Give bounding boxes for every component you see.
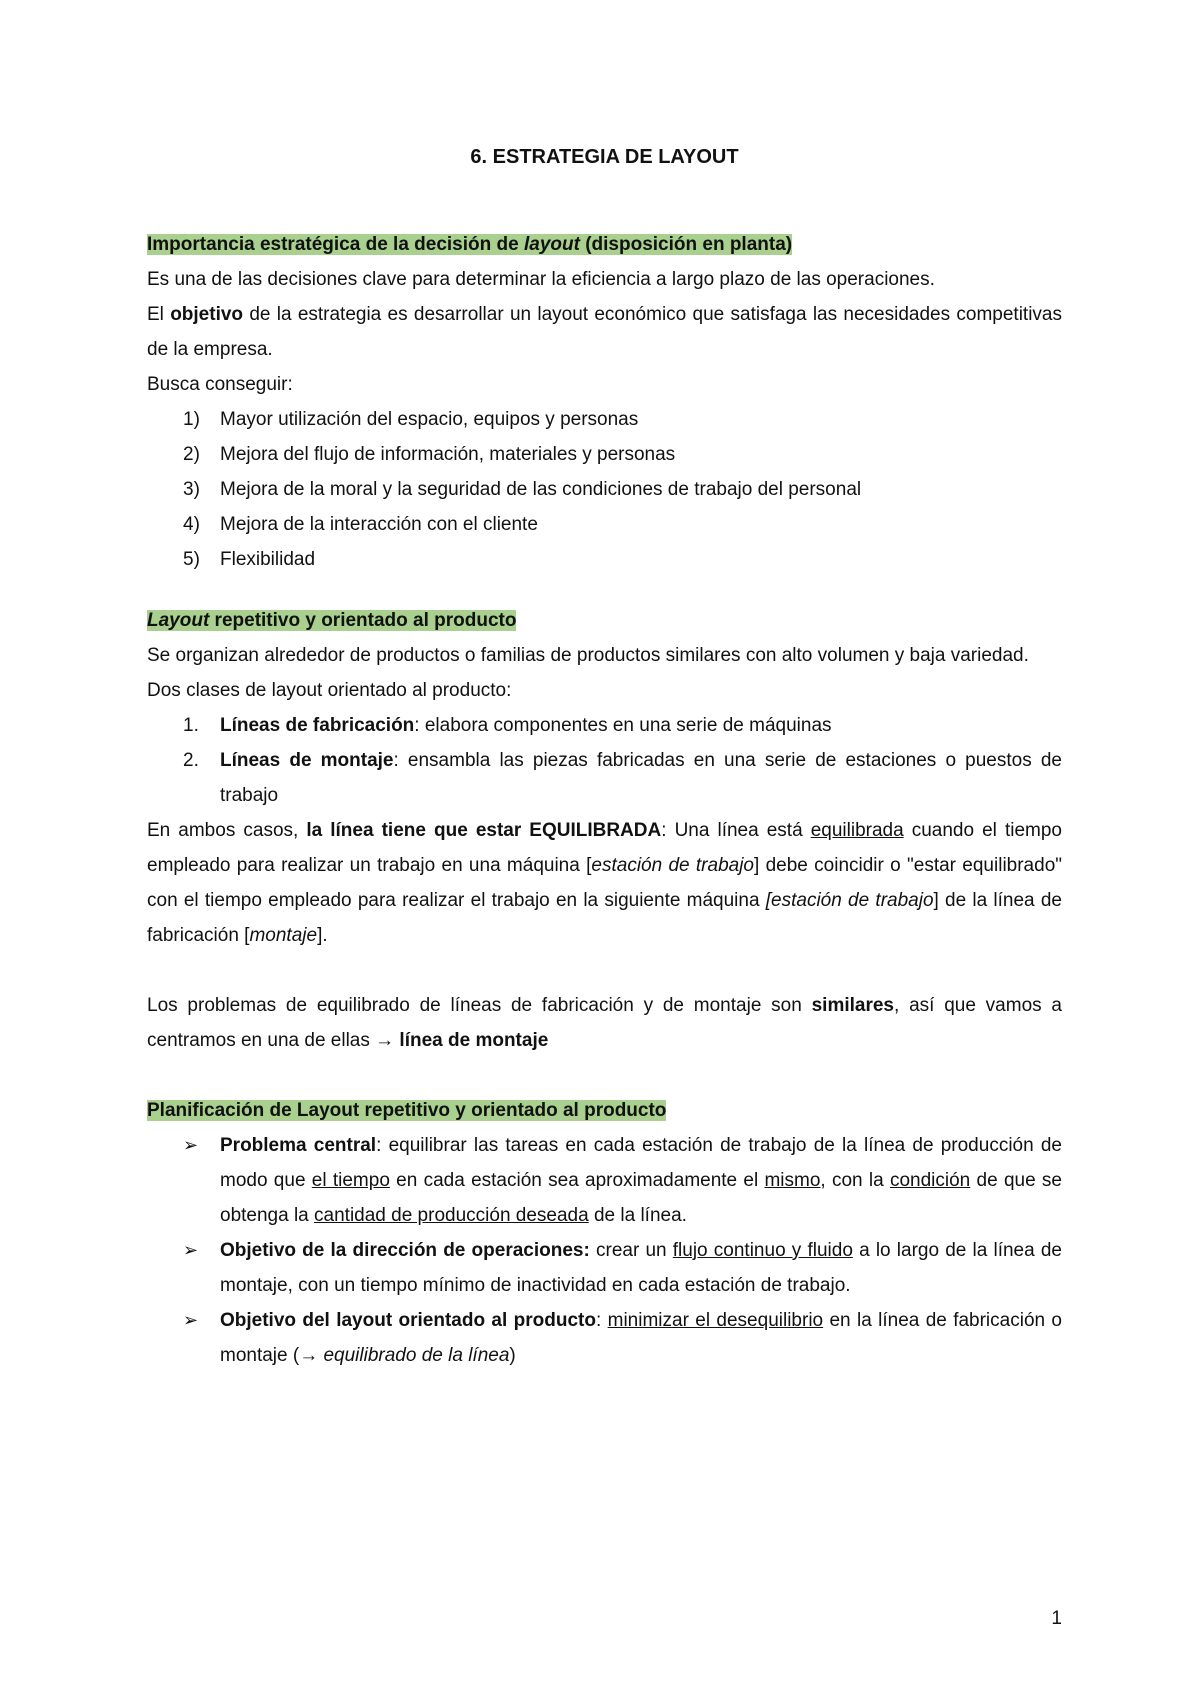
list-item: 2) Mejora del flujo de información, materiales y personas bbox=[183, 444, 676, 465]
paragraph: Se organizan alrededor de productos o familias de productos similares con alto volumen y baja variedad. bbox=[147, 645, 1029, 666]
list-item: 2. Líneas de montaje: ensambla las piezas fabricadas en una serie de estaciones o puestos de trabajo bbox=[183, 750, 1062, 806]
section-importancia bbox=[147, 227, 1062, 577]
page-content bbox=[147, 140, 1062, 1373]
list-item: ➢ Objetivo de la dirección de operaciones: crear un flujo continuo y fluido a lo largo de la línea de montaje, con un tiempo mínimo de inactividad en cada estación de trabajo. bbox=[147, 1233, 1062, 1303]
paragraph: Dos clases de layout orientado al producto: bbox=[147, 680, 512, 701]
paragraph: En ambos casos, la línea tiene que estar EQUILIBRADA: Una línea está equilibrada cuando el tiempo empleado para realizar un trabajo en una máquina [estación de trabajo] debe coincidir o "estar equilibrado" con el tiempo empleado para realizar el trabajo en la siguiente máquina [estación de trabajo] de la línea de fabricación [montaje]. bbox=[147, 820, 1063, 946]
goals-list bbox=[147, 402, 1062, 577]
list-item: ➢ Problema central: equilibrar las tareas en cada estación de trabajo de la línea de producción de modo que el tiempo en cada estación sea aproximadamente el mismo, con la condición de que se obtenga la cantidad de producción deseada de la línea. bbox=[147, 1128, 1062, 1233]
arrow-bullet-icon: ➢ bbox=[183, 1240, 199, 1260]
list-item: ➢ Objetivo del layout orientado al producto: minimizar el desequilibrio en la línea de fabricación o montaje (→ equilibrado de la línea) bbox=[147, 1303, 1062, 1373]
arrow-bullet-icon: ➢ bbox=[183, 1310, 199, 1330]
section-heading-planificacion: Planificación de Layout repetitivo y orientado al producto bbox=[147, 1100, 667, 1121]
paragraph: Los problemas de equilibrado de líneas de fabricación y de montaje son similares, así que vamos a centramos en una de ellas → línea de montaje bbox=[147, 995, 1062, 1051]
list-item: 3) Mejora de la moral y la seguridad de las condiciones de trabajo del personal bbox=[183, 479, 862, 500]
objectives-list bbox=[147, 1128, 1062, 1373]
paragraph: El objetivo de la estrategia es desarrollar un layout económico que satisfaga las necesidades competitivas de la empresa. bbox=[147, 304, 1062, 360]
list-item: 5) Flexibilidad bbox=[183, 549, 316, 570]
paragraph: Es una de las decisiones clave para determinar la eficiencia a largo plazo de las operaciones. bbox=[147, 269, 935, 290]
section-layout-repetitivo bbox=[147, 603, 1062, 1058]
arrow-bullet-icon: ➢ bbox=[183, 1135, 199, 1155]
line-types-list bbox=[147, 708, 1062, 813]
list-item: 1) Mayor utilización del espacio, equipos y personas bbox=[183, 409, 639, 430]
paragraph: Busca conseguir: bbox=[147, 374, 293, 395]
list-item: 4) Mejora de la interacción con el cliente bbox=[183, 514, 538, 535]
page-title: 6. ESTRATEGIA DE LAYOUT bbox=[470, 146, 739, 168]
section-planificacion bbox=[147, 1093, 1062, 1373]
page-number: 1 bbox=[1051, 1608, 1062, 1629]
section-heading-importancia: Importancia estratégica de la decisión de layout (disposición en planta) bbox=[147, 234, 793, 255]
list-item: 1. Líneas de fabricación: elabora componentes en una serie de máquinas bbox=[183, 715, 832, 736]
section-heading-layout-repetitivo: Layout repetitivo y orientado al producto bbox=[147, 610, 517, 631]
